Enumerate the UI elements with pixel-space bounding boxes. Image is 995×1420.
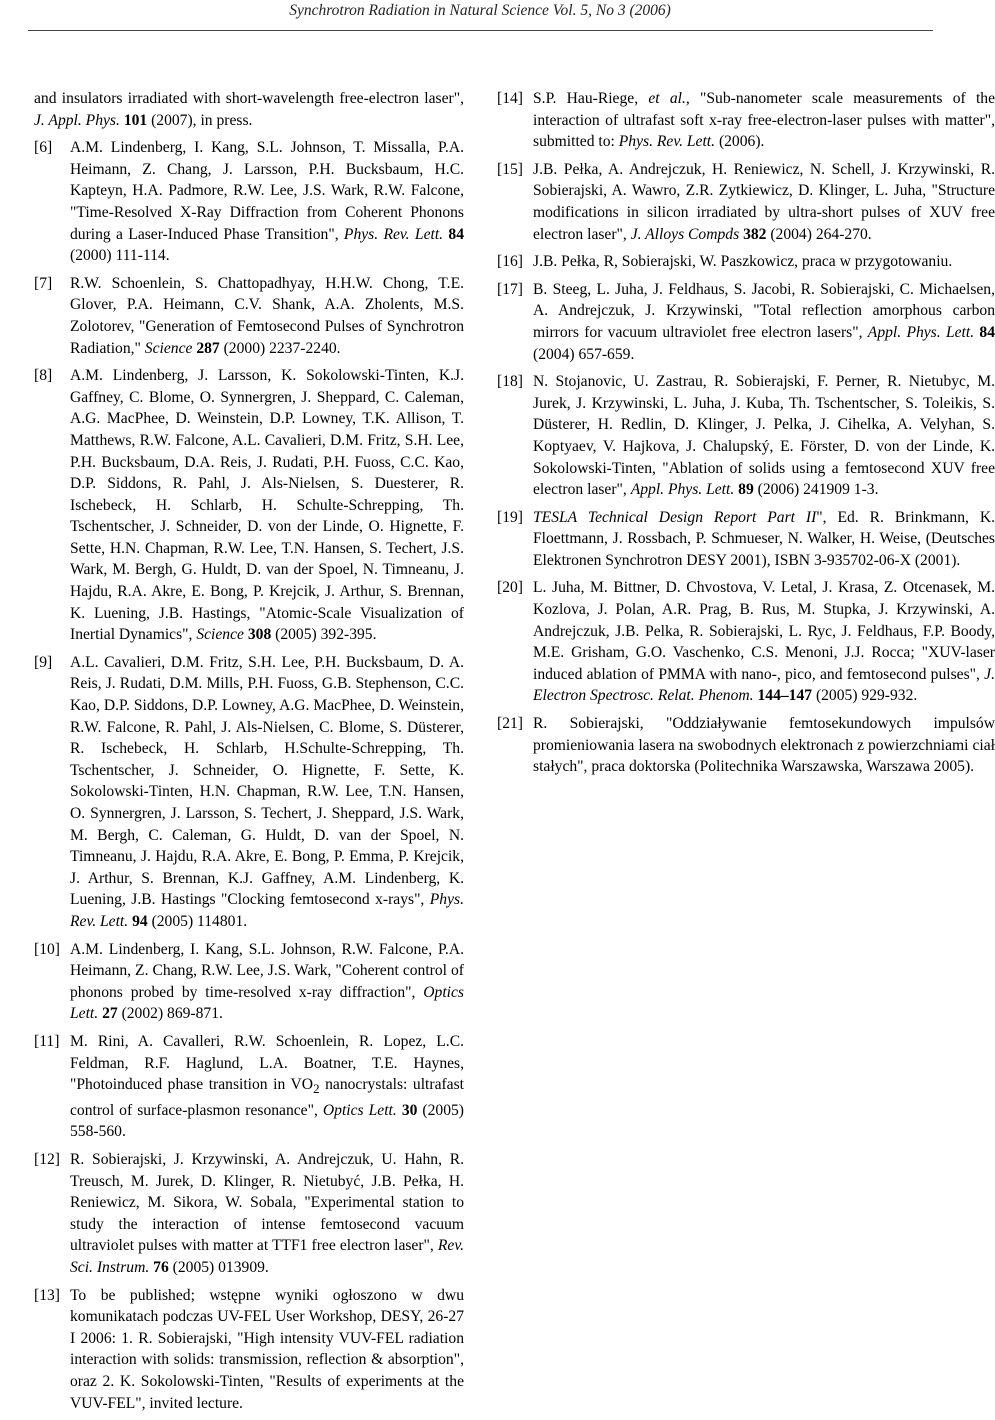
- reference-text: [533, 577, 995, 707]
- reference-segment: (2005) 929-932.: [812, 687, 918, 705]
- reference-entry: [34, 1149, 464, 1279]
- reference-italic-segment: J. Alloys Compds: [630, 225, 740, 243]
- reference-segment: (2002) 869-871.: [117, 1005, 223, 1023]
- reference-segment: ", Ed. R. Brinkmann, K. Floettmann, J. Rossbach, P. Schmueser, N. Walker, H. Weise, (Deutsches Elektronen Synchrotron DESY 2001), ISBN 3-935702-06-X (2001).: [533, 508, 995, 569]
- reference-segment: (2005) 392-395.: [271, 626, 377, 644]
- reference-segment: (2005) 558-560.: [70, 1101, 464, 1141]
- reference-segment: nanocrystals: ultrafast control of surface-plasmon resonance",: [70, 1076, 465, 1119]
- reference-segment: R.W. Schoenlein, S. Chattopadhyay, H.H.W. Chong, T.E. Glover, P.A. Heimann, C.V. Shank, A.A. Zholents, M.S. Zolotorev, "Generation of Femtosecond Pulses of Synchrotron Radiation,": [70, 274, 464, 357]
- reference-text: [533, 88, 995, 153]
- reference-segment: (2007), in press.: [147, 111, 253, 129]
- reference-segment: A.M. Lindenberg, I. Kang, S.L. Johnson, R.W. Falcone, P.A. Heimann, Z. Chang, R.W. Lee, J.S. Wark, "Coherent control of phonons probed by time-resolved x-ray diffraction",: [70, 940, 464, 1001]
- reference-text: [70, 1285, 464, 1415]
- reference-entry: [34, 1285, 464, 1415]
- reference-text: [34, 88, 464, 131]
- reference-italic-segment: Rev. Sci. Instrum.: [70, 1237, 464, 1276]
- reference-segment: A.M. Lindenberg, J. Larsson, K. Sokolowski-Tinten, K.J. Gaffney, C. Blome, O. Synnergren, J. Sheppard, C. Caleman, A.G. MacPhee, D. Weinstein, D.P. Lowney, T.K. Allison, T. Matthews, R.W. Falcone, A.L. Cavalieri, D.M. Fritz, S.H. Lee, P.H. Bucksbaum, D.A. Reis, J. Rudati, P.H. Fuoss, C.C. Kao, D.P. Siddons, R. Pahl, J. Als-Nielsen, S. Duesterer, R. Ischebeck, H. Schlarb, H. Schulte-Schrepping, Th. Tschentscher, J. Schneider, D. von der Linde, O. Hignette, F. Sette, H.N. Chapman, R.W. Lee, T.N. Hansen, S. Techert, J.S. Wark, M. Bergh, G. Huldt, D. van der Spoel, N. Timneanu, J. Hajdu, R.A. Akre, E. Bong, P. Krejcik, J. Arthur, S. Brennan, K. Luening, J.B. Hastings, "Atomic-Scale Visualization of Inertial Dynamics",: [70, 367, 464, 644]
- reference-segment: A.L. Cavalieri, D.M. Fritz, S.H. Lee, P.H. Bucksbaum, D. A. Reis, J. Rudati, D.M. Mills, P.H. Fuoss, G.B. Stephenson, C.C. Kao, D.P. Siddons, D.P. Lowney, A.G. MacPhee, D. Weinstein, R.W. Falcone, R. Pahl, J. Als-Nielsen, C. Blome, S. Düsterer, R. Ischebeck, H. Schlarb, H.Schulte-Schrepping, Th. Tschentscher, J. Schneider, O. Hignette, F. Sette, K. Sokolowski-Tinten, H.N. Chapman, R.W. Lee, T.N. Hansen, O. Synnergren, J. Larsson, S. Techert, J. Sheppard, J.S. Wark, M. Bergh, C. Caleman, G. Huldt, D. van der Spoel, N. Timneanu, J. Hajdu, R.A. Akre, E. Bong, P. Emma, P. Krejcik, J. Arthur, S. Brennan, K.J. Gaffney, A.M. Lindenberg, K. Luening, J.B. Hastings "Clocking femtosecond x-rays",: [70, 653, 464, 909]
- reference-number: [9]: [34, 653, 53, 671]
- reference-volume: 89: [738, 481, 754, 499]
- reference-segment: S.P. Hau-Riege,: [533, 90, 649, 107]
- reference-entry: [34, 939, 464, 1025]
- reference-italic-segment: Optics Lett.: [322, 1101, 397, 1119]
- reference-volume: 94: [132, 912, 148, 930]
- reference-segment: J.B. Pełka, R, Sobierajski, W. Paszkowicz, praca w przygotowaniu.: [533, 253, 953, 271]
- reference-segment: To be published; wstępne wyniki ogłoszono w dwu komunikatach podczas UV-FEL User Workshop, DESY, 26-27 I 2006: 1. R. Sobierajski, "High intensity VUV-FEL radiation interaction with solids: transmission, reflection & absorption", oraz 2. K. Sokolowski-Tinten, "Results of experiments at the VUV-FEL", invited lecture.: [70, 1286, 464, 1412]
- reference-entry: [34, 88, 464, 131]
- reference-entry: [497, 577, 995, 707]
- reference-entry: [497, 251, 995, 273]
- reference-entry: [34, 273, 464, 359]
- reference-number: [16]: [497, 253, 523, 271]
- reference-number: [19]: [497, 508, 523, 526]
- reference-italic-segment: Phys. Rev. Lett.: [343, 225, 444, 243]
- reference-volume: 308: [247, 626, 272, 644]
- reference-segment: B. Steeg, L. Juha, J. Feldhaus, S. Jacobi, R. Sobierajski, C. Michaelsen, A. Andrejczuk, J. Krzywinski, "Total reflection amorphous carbon mirrors for vacuum ultraviolet free electron lasers",: [533, 280, 995, 341]
- journal-running-header: Synchrotron Radiation in Natural Science Vol. 5, No 3 (2006): [289, 2, 671, 19]
- reference-segment: N. Stojanovic, U. Zastrau, R. Sobierajski, F. Perner, R. Nietubyc, M. Jurek, J. Krzywinski, L. Juha, J. Kuba, Th. Tschentscher, S. Toleikis, S. Düsterer, H. Redlin, D. Klinger, J. Pelka, J. Cihelka, A. Velyhan, S. Koptyaev, V. Hajkova, J. Chalupský, E. Förster, D. von der Linde, K. Sokolowski-Tinten, "Ablation of solids using a femtosecond XUV free electron laser",: [533, 373, 995, 499]
- reference-italic-segment: Appl. Phys. Lett.: [867, 323, 975, 341]
- reference-text: [70, 273, 464, 359]
- reference-entry: [34, 1031, 464, 1143]
- reference-text: [70, 939, 464, 1025]
- reference-italic-segment: Phys. Rev. Lett.: [618, 133, 716, 151]
- reference-number: [14]: [497, 90, 523, 107]
- reference-volume: 84: [448, 225, 464, 243]
- reference-number: [17]: [497, 280, 523, 298]
- reference-entry: [34, 365, 464, 646]
- reference-volume: 84: [979, 323, 995, 341]
- reference-text: [533, 507, 995, 572]
- reference-italic-segment: et al.: [648, 90, 686, 107]
- reference-segment: (2000) 2237-2240.: [219, 339, 341, 357]
- reference-italic-segment: J. Appl. Phys.: [34, 111, 120, 129]
- reference-segment: , "Sub-nanometer scale measurements of the interaction of ultrafast soft x-ray free-electron-laser pulses with matter", submitted to:: [533, 90, 995, 151]
- reference-italic-segment: Science: [196, 626, 244, 644]
- reference-segment: (2000) 111-114.: [70, 247, 170, 265]
- reference-italic-segment: Science: [144, 339, 193, 357]
- reference-italic-segment: Phys. Rev. Lett.: [70, 891, 464, 930]
- reference-segment: M. Rini, A. Cavalleri, R.W. Schoenlein, R. Lopez, L.C. Feldman, R.F. Haglund, L.A. Boatner, T.E. Haynes, "Photoinduced phase transition in VO: [70, 1032, 464, 1094]
- reference-italic-segment: J. Electron Spectrosc. Relat. Phenom.: [533, 665, 995, 705]
- reference-segment: (2005) 013909.: [168, 1258, 269, 1276]
- reference-text: [533, 371, 995, 501]
- reference-number: [12]: [34, 1151, 60, 1169]
- reference-number: [21]: [497, 715, 523, 733]
- header-rule: [28, 30, 933, 31]
- reference-segment: (2004) 657-659.: [533, 345, 635, 363]
- reference-text: [70, 137, 464, 267]
- reference-number: [11]: [34, 1032, 60, 1050]
- reference-volume: 101: [123, 111, 148, 129]
- reference-number: [6]: [34, 139, 53, 157]
- reference-number: [7]: [34, 274, 53, 292]
- reference-subscript: 2: [313, 1081, 320, 1097]
- reference-text: [70, 1031, 464, 1143]
- reference-text: [533, 279, 995, 365]
- reference-number: [18]: [497, 373, 523, 391]
- references-left-column: [34, 88, 464, 1420]
- reference-segment: R. Sobierajski, "Oddziaływanie femtosekundowych impulsów promieniowania lasera na swobodnych elektronach z powierzchniami ciał stałych", praca doktorska (Politechnika Warszawska, Warszawa 2005).: [533, 715, 995, 776]
- reference-entry: [497, 507, 995, 572]
- reference-text: [70, 365, 464, 646]
- reference-segment: A.M. Lindenberg, I. Kang, S.L. Johnson, T. Missalla, P.A. Heimann, Z. Chang, J. Larsson, P.H. Bucksbaum, H.C. Kapteyn, H.A. Padmore, R.W. Lee, J.S. Wark, R.W. Falcone, "Time-Resolved X-Ray Diffraction from Coherent Phonons during a Laser-Induced Phase Transition",: [70, 139, 464, 243]
- reference-segment: and insulators irradiated with short-wavelength free-electron laser",: [34, 90, 464, 107]
- reference-segment: L. Juha, M. Bittner, D. Chvostova, V. Letal, J. Krasa, Z. Otcenasek, M. Kozlova, J. Polan, A.R. Prag, B. Rus, M. Stupka, J. Krzywinski, A. Andrejczuk, J.B. Pelka, R. Sobierajski, L. Ryc, J. Feldhaus, F.P. Boody, M.E. Grisham, G.O. Vaschenko, C.S. Menoni, J.J. Rocca; "XUV-laser induced ablation of PMMA with nano-, pico, and femtosecond pulses",: [533, 579, 995, 683]
- reference-volume: 287: [196, 339, 220, 357]
- reference-segment: R. Sobierajski, J. Krzywinski, A. Andrejczuk, U. Hahn, R. Treusch, M. Jurek, D. Klinger, R. Nietubyć, J.B. Pełka, H. Reniewicz, M. Sikora, W. Sobala, "Experimental station to study the interaction of intense femtosecond vacuum ultraviolet pulses with matter at TTF1 free electron laser",: [70, 1151, 464, 1255]
- reference-segment: (2006).: [715, 133, 765, 151]
- reference-segment: J.B. Pełka, A. Andrejczuk, H. Reniewicz, N. Schell, J. Krzywinski, R. Sobierajski, A. Wawro, Z.R. Zytkiewicz, D. Klinger, L. Juha, "Structure modifications in silicon irradiated by ultra-short pulses of XUV free electron laser",: [533, 160, 995, 243]
- reference-number: [8]: [34, 367, 53, 385]
- reference-italic-segment: TESLA Technical Design Report Part II: [533, 508, 817, 526]
- reference-segment: (2006) 241909 1-3.: [753, 481, 879, 499]
- reference-entry: [497, 279, 995, 365]
- reference-number: [20]: [497, 579, 523, 597]
- reference-segment: (2005) 114801.: [147, 912, 248, 930]
- reference-number: [10]: [34, 940, 60, 958]
- reference-entry: [497, 371, 995, 501]
- reference-text: [70, 652, 464, 933]
- reference-volume: 27: [102, 1005, 118, 1023]
- reference-entry: [497, 88, 995, 153]
- reference-entry: [497, 159, 995, 245]
- reference-segment: (2004) 264-270.: [766, 225, 872, 243]
- reference-entry: [497, 713, 995, 778]
- reference-number: [13]: [34, 1286, 60, 1304]
- references-right-column: [497, 88, 995, 784]
- reference-entry: [34, 137, 464, 267]
- reference-entry: [34, 652, 464, 933]
- reference-text: [533, 159, 995, 245]
- reference-volume: 144–147: [757, 687, 813, 705]
- reference-volume: 382: [743, 225, 767, 243]
- reference-number: [15]: [497, 160, 523, 178]
- reference-text: [533, 251, 995, 273]
- reference-text: [70, 1149, 464, 1279]
- reference-volume: 30: [401, 1101, 418, 1119]
- reference-italic-segment: Optics Lett.: [70, 983, 464, 1023]
- reference-volume: 76: [153, 1258, 169, 1276]
- reference-italic-segment: Appl. Phys. Lett.: [630, 481, 735, 499]
- reference-text: [533, 713, 995, 778]
